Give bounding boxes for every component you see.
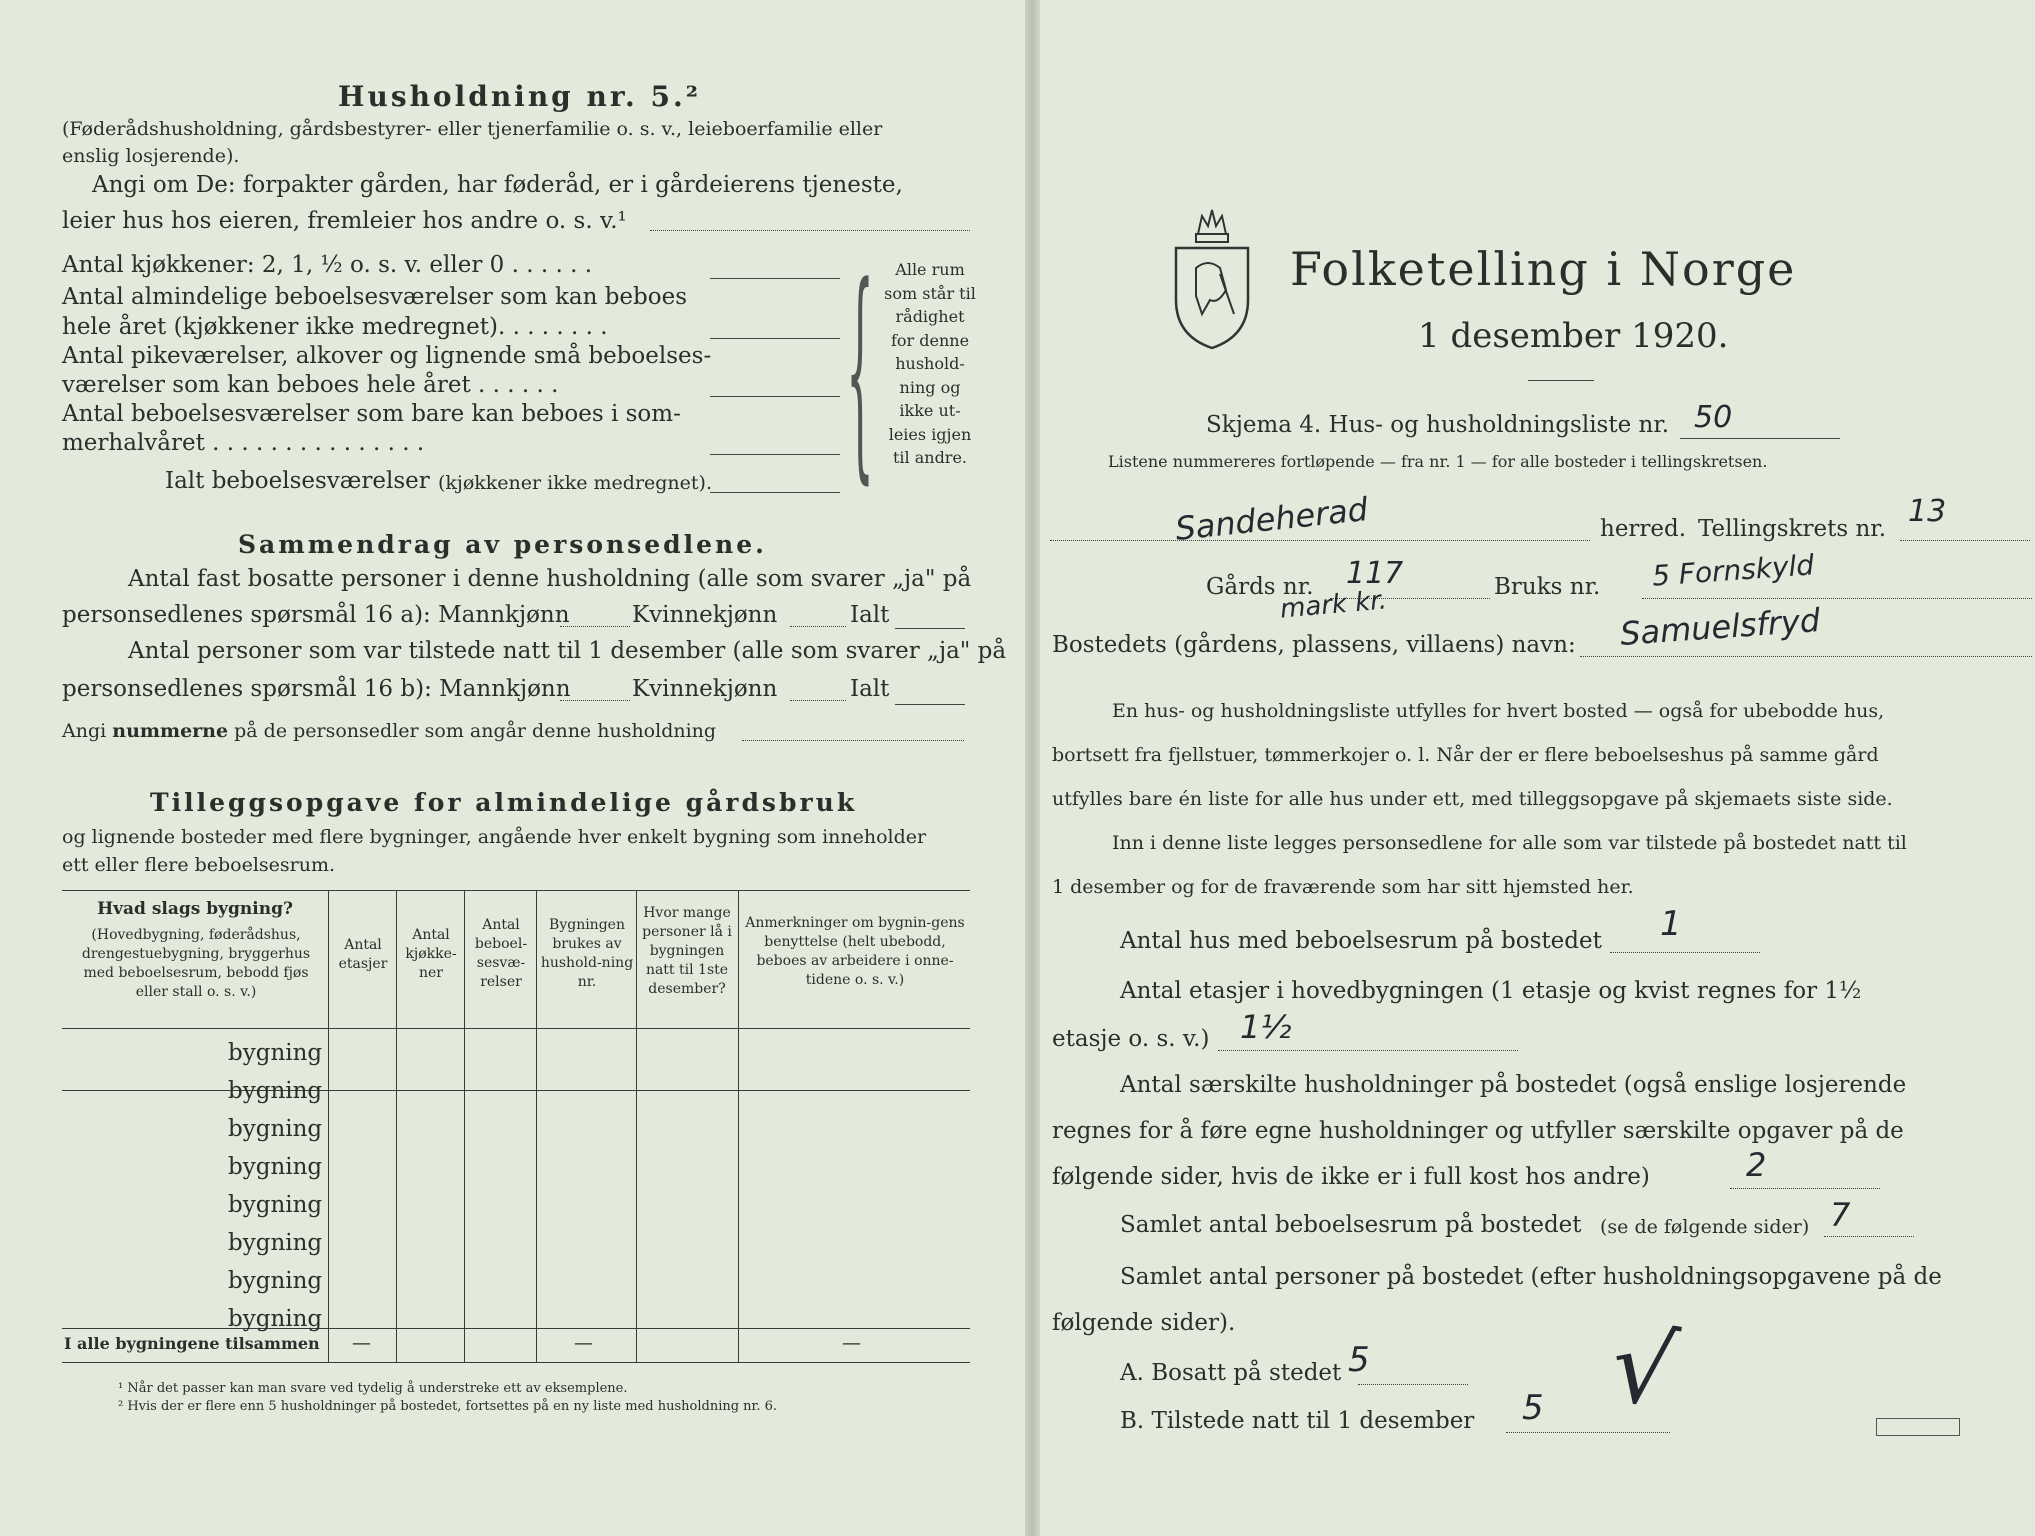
brace: { (846, 241, 874, 507)
bruks-label: Bruks nr. (1494, 574, 1601, 600)
bruks-line (1642, 598, 2032, 599)
ordinary-rooms-label-2: hele året (kjøkkener ikke medregnet). . . . . . . . (62, 314, 608, 340)
title-divider (1528, 380, 1594, 381)
bosted-line (1580, 656, 2032, 657)
maid-rooms-label: Antal pikeværelser, alkover og lignende små beboelses- (62, 343, 712, 369)
krets-value: 13 (1908, 494, 1947, 529)
norway-coat-of-arms-icon (1168, 204, 1256, 352)
krets-label: Tellingskrets nr. (1698, 516, 1887, 542)
total-dash: — (352, 1332, 371, 1354)
ask-line-2: leier hus hos eieren, fremleier hos andre o. s. v.¹ (62, 208, 627, 234)
rooms-line (1824, 1236, 1914, 1237)
kitchens-label: Antal kjøkkener: 2, 1, ½ o. s. v. eller 0 . . . . . . (62, 252, 593, 278)
list-numbering-note: Listene nummereres fortløpende — fra nr. 1 — for alle bosteder i tellingskretsen. (1108, 452, 1768, 471)
kvinnekjonn-b-line (790, 700, 846, 701)
floors-question: Antal etasjer i hovedbygningen (1 etasje og kvist regnes for 1½ (1120, 978, 1862, 1004)
form-title: Folketelling i Norge (1290, 242, 1797, 296)
form-date: 1 desember 1920. (1418, 316, 1729, 356)
table-mid-rule (62, 1090, 970, 1091)
present-label: B. Tilstede natt til 1 desember (1120, 1408, 1475, 1434)
herred-value: Sandeherad (1173, 490, 1370, 548)
herred-label: herred. (1600, 516, 1687, 542)
households-question-2: regnes for å føre egne husholdninger og utfyller særskilte opgaver på de (1052, 1118, 1904, 1144)
households-value: 2 (1746, 1146, 1767, 1184)
gards-value: 117 (1346, 556, 1404, 591)
col-divider (328, 890, 329, 1362)
col-header-floors: Antal etasjer (338, 937, 388, 972)
table-row: bygning (228, 1230, 323, 1256)
table-total-rule (62, 1328, 970, 1329)
col-header-kitchens: Antal kjøkke-ner (405, 927, 457, 981)
floors-value: 1½ (1240, 1008, 1292, 1046)
col-header-remarks: Anmerkninger om bygnin-gens benyttelse (helt ubebodd, beboes av arbeidere i onne-tidene o. s. v.) (745, 915, 965, 988)
footnote-1: ¹ Når det passer kan man svare ved tydelig å understreke ett av eksemplene. (118, 1381, 628, 1396)
table-row: bygning (228, 1192, 323, 1218)
rooms-question: Samlet antal beboelsesrum på bostedet (1120, 1212, 1582, 1238)
resident-value: 5 (1348, 1340, 1370, 1380)
ialt-b-line (895, 704, 965, 705)
persons-question-2: følgende sider). (1052, 1310, 1236, 1336)
mannkjonn-b-line (560, 700, 630, 701)
bruks-value: 5 Fornskyld (1651, 548, 1816, 593)
households-question-3: følgende sider, hvis de ikke er i full kost hos andre) (1052, 1164, 1650, 1190)
ialt-a-label: Ialt (850, 602, 890, 628)
col-divider (464, 890, 465, 1362)
ialt-a-line (895, 628, 965, 629)
col-header-type: Hvad slags bygning? (97, 899, 293, 919)
resident-line (1358, 1384, 1468, 1385)
right-page (1040, 0, 2035, 1536)
col-divider (396, 890, 397, 1362)
col-divider (636, 890, 637, 1362)
persons-question: Samlet antal personer på bostedet (efter husholdningsopgavene på de (1120, 1264, 1942, 1290)
kvinnekjonn-a-line (790, 626, 846, 627)
household-note-2: enslig losjerende). (62, 145, 240, 167)
household-title: Husholdning nr. 5.² (338, 80, 702, 113)
nummerne-line (742, 740, 964, 741)
mannkjonn-a-line (560, 626, 630, 627)
table-row: bygning (228, 1116, 323, 1142)
table-bottom-rule (62, 1362, 970, 1363)
instruction-line: En hus- og husholdningsliste utfylles for hvert bosted — også for ubebodde hus, (1112, 700, 1885, 722)
instruction-line: 1 desember og for de fraværende som har sitt hjemsted her. (1052, 876, 1634, 898)
total-rooms-note: (kjøkkener ikke medregnet). (438, 472, 712, 494)
summary-line-3: Antal personer som var tilstede natt til 1 desember (alle som svarer „ja" på (128, 638, 1007, 664)
total-dash: — (574, 1332, 593, 1354)
col-header-type-sub: (Hovedbygning, føderådshus, drengestuebygning, bryggerhus med beboelsesrum, bebodd fjøs eller stall o. s. v.) (81, 927, 311, 1000)
summary-line-1: Antal fast bosatte personer i denne husholdning (alle som svarer „ja" på (128, 566, 972, 592)
list-number-line (1680, 438, 1840, 439)
households-line (1730, 1188, 1880, 1189)
maid-rooms-line (710, 396, 840, 397)
gards-label: Gårds nr. (1206, 574, 1314, 600)
ask-line-1: Angi om De: forpakter gården, har føderåd, er i gårdeierens tjeneste, (92, 172, 903, 198)
kvinnekjonn-b-label: Kvinnekjønn (632, 676, 778, 702)
footnote-2: ² Hvis der er flere enn 5 husholdninger på bostedet, fortsettes på en ny liste med husholdning nr. 6. (118, 1399, 778, 1414)
table-row: bygning (228, 1268, 323, 1294)
total-dash: — (842, 1332, 861, 1354)
instruction-line: bortsett fra fjellstuer, tømmerkojer o. l. Når der er flere beboelseshus på samme gård (1052, 744, 1879, 766)
schema-label: Skjema 4. Hus- og husholdningsliste nr. (1206, 412, 1670, 438)
instruction-line: utfylles bare én liste for alle hus under ett, med tilleggsopgave på skjemaets siste side. (1052, 788, 1893, 810)
ordinary-rooms-label: Antal almindelige beboelsesværelser som kan beboes (62, 284, 688, 310)
kvinnekjonn-a-label: Kvinnekjønn (632, 602, 778, 628)
table-row: bygning (228, 1306, 323, 1332)
ordinary-rooms-line (710, 338, 840, 339)
table-top-rule (62, 890, 970, 891)
bosted-value: Samuelsfryd (1618, 601, 1822, 653)
col-divider (738, 890, 739, 1362)
col-header-persons: Hvor mange personer lå i bygningen natt til 1ste desember? (642, 905, 732, 997)
maid-rooms-label-2: værelser som kan beboes hele året . . . . . . (62, 372, 559, 398)
household-note: (Føderådshusholdning, gårdsbestyrer- eller tjenerfamilie o. s. v., leieboerfamilie eller (62, 118, 883, 140)
krets-line (1900, 540, 2030, 541)
summer-rooms-label-2: merhalvåret . . . . . . . . . . . . . . . (62, 430, 425, 456)
houses-question: Antal hus med beboelsesrum på bostedet (1120, 928, 1602, 954)
summary-line-5: Angi nummerne på de personsedler som angår denne husholdning (62, 720, 717, 742)
ialt-b-label: Ialt (850, 676, 890, 702)
herred-line (1050, 540, 1590, 541)
kitchens-line (710, 278, 840, 279)
rooms-note: (se de følgende sider) (1600, 1216, 1810, 1238)
ask-answer-line (650, 230, 970, 231)
list-number-value: 50 (1694, 400, 1733, 435)
floors-line (1218, 1050, 1518, 1051)
table-total-label: I alle bygningene tilsammen (64, 1334, 320, 1353)
col-header-rooms: Antal beboel-sesvæ-relser (474, 917, 528, 990)
total-rooms-line (710, 492, 840, 493)
printer-stamp (1876, 1418, 1960, 1436)
table-row: bygning (228, 1154, 323, 1180)
supplement-line-1: og lignende bosteder med flere bygninger, angående hver enkelt bygning som inneholder (62, 826, 927, 848)
col-divider (536, 890, 537, 1362)
checkmark: √ (1604, 1306, 1684, 1431)
floors-question-2: etasje o. s. v.) (1052, 1026, 1210, 1052)
households-question: Antal særskilte husholdninger på bostedet (også enslige losjerende (1120, 1072, 1907, 1098)
houses-line (1610, 952, 1760, 953)
table-header-rule (62, 1028, 970, 1029)
handwritten-note: mark kr. (1278, 585, 1389, 625)
summer-rooms-line (710, 454, 840, 455)
supplement-line-2: ett eller flere beboelsesrum. (62, 854, 336, 876)
summary-title: Sammendrag av personsedlene. (238, 530, 767, 559)
present-line (1506, 1432, 1670, 1433)
summary-line-4: personsedlenes spørsmål 16 b): Mannkjønn (62, 676, 571, 702)
summer-rooms-label: Antal beboelsesværelser som bare kan beboes i som- (62, 401, 681, 427)
bosted-label: Bostedets (gårdens, plassens, villaens) navn: (1052, 632, 1576, 658)
summary-line-2: personsedlenes spørsmål 16 a): Mannkjønn (62, 602, 570, 628)
table-row: bygning (228, 1040, 323, 1066)
supplement-title: Tilleggsopgave for almindelige gårdsbruk (150, 788, 858, 817)
table-row: bygning (228, 1078, 323, 1104)
total-rooms-label: Ialt beboelsesværelser (165, 468, 430, 494)
houses-value: 1 (1660, 904, 1682, 944)
col-header-household-no: Bygningen brukes av hushold-ning nr. (540, 917, 634, 990)
resident-label: A. Bosatt på stedet (1120, 1360, 1342, 1386)
rooms-value: 7 (1830, 1196, 1851, 1234)
present-value: 5 (1522, 1388, 1544, 1428)
brace-note: Alle rum som står til rådighet for denne hushold- ning og ikke ut- leies igjen til andre. (884, 260, 976, 467)
page-fold (1025, 0, 1040, 1536)
instruction-line: Inn i denne liste legges personsedlene for alle som var tilstede på bostedet natt til (1112, 832, 1907, 854)
